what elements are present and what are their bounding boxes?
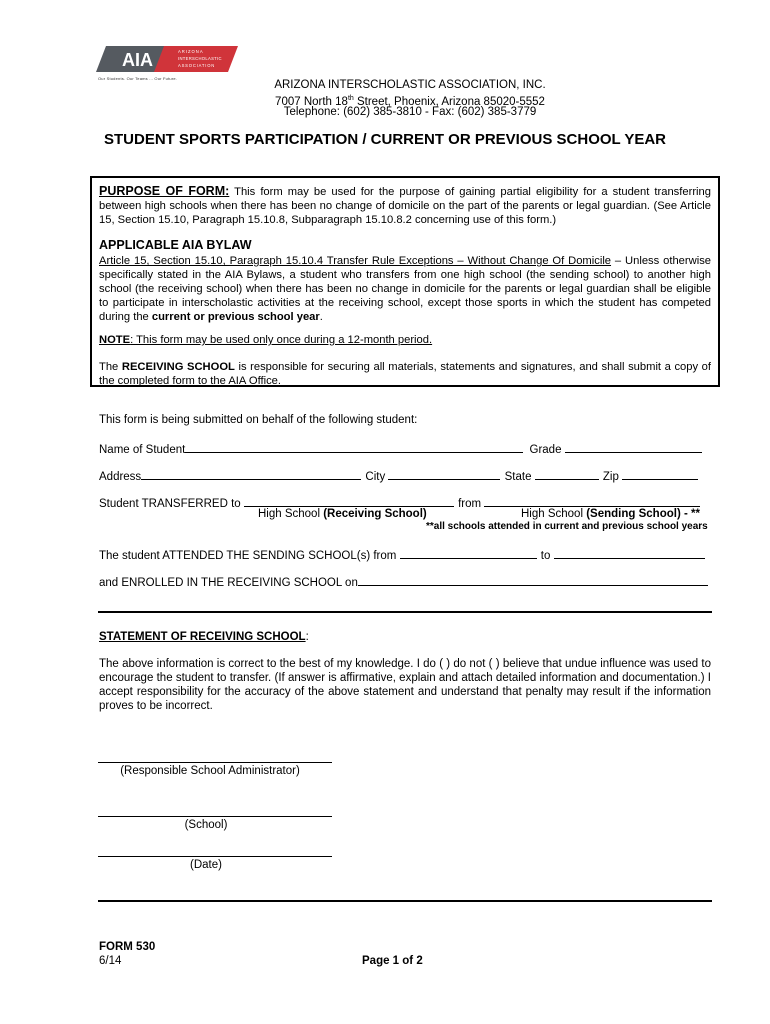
attended-from-field[interactable]: [400, 547, 537, 559]
address-field[interactable]: [141, 468, 361, 480]
enrolled-label: and ENROLLED IN THE RECEIVING SCHOOL on: [99, 577, 358, 589]
logo-tagline: Our Students. Our Teams ... Our Future.: [98, 76, 178, 81]
attended-label: The student ATTENDED THE SENDING SCHOOL(s) from: [99, 550, 397, 562]
org-name: ARIZONA INTERSCHOLASTIC ASSOCIATION, INC.: [274, 79, 546, 91]
form-intro: This form is being submitted on behalf of the following student:: [99, 414, 418, 426]
grade-label: Grade: [529, 444, 562, 456]
logo-text: AIA: [122, 50, 153, 70]
date-signature-line[interactable]: [98, 856, 332, 857]
student-name-label: Name of Student: [99, 444, 186, 456]
school-label: (School): [184, 819, 228, 831]
sending-school-field[interactable]: [484, 495, 700, 507]
bylaw-reference: Article 15, Section 15.10, Paragraph 15.10.4 Transfer Rule Exceptions – Without Change Of Domicile: [99, 255, 612, 267]
note-paragraph: NOTE: This form may be used only once during a 12-month period.: [99, 334, 433, 346]
receiving-school-caption: High School (Receiving School): [258, 508, 427, 520]
student-name-field[interactable]: [185, 441, 523, 453]
school-signature-line[interactable]: [98, 816, 332, 817]
date-label: (Date): [190, 859, 222, 871]
statement-heading-row: STATEMENT OF RECEIVING SCHOOL:: [99, 631, 309, 643]
enrolled-row: [99, 574, 708, 589]
attended-to-field[interactable]: [554, 547, 705, 559]
page-title: STUDENT SPORTS PARTICIPATION / CURRENT OR PREVIOUS SCHOOL YEAR: [104, 131, 666, 148]
schools-footnote: **all schools attended in current and previous school years: [426, 521, 708, 532]
attended-row: [99, 547, 705, 562]
transferred-label: Student TRANSFERRED to: [99, 498, 241, 510]
org-phone: Telephone: (602) 385-3810 - Fax: (602) 385-3779: [283, 106, 537, 118]
statement-paragraph: The above information is correct to the best of my knowledge. I do ( ) do not ( ) believe that undue influence was used to encourage the student to transfer. (If answer is affirmative, explain and attach detailed information and documentation.) I accept responsibility for the accuracy of the above statement and understand that penalty may result if the information proves to be incorrect.: [99, 658, 711, 712]
state-label: State: [504, 471, 532, 483]
from-label: from: [458, 498, 482, 510]
zip-label: Zip: [602, 471, 619, 483]
statement-heading: STATEMENT OF RECEIVING SCHOOL: [99, 631, 306, 643]
administrator-signature-line[interactable]: [98, 762, 332, 763]
administrator-label: (Responsible School Administrator): [120, 765, 300, 777]
logo-subtitle-line-3: ASSOCIATION: [178, 63, 216, 68]
student-name-row: [99, 441, 702, 456]
sending-school-caption: High School (Sending School) - **: [521, 508, 700, 520]
footer-divider: [98, 900, 712, 902]
form-revision: 6/14: [99, 955, 122, 967]
note-label: NOTE: [99, 334, 131, 346]
receiving-school-paragraph: The RECEIVING SCHOOL is responsible for securing all materials, statements and signatures, and shall submit a copy of the completed form to the AIA Office.: [99, 361, 711, 387]
address-row: [99, 468, 698, 483]
logo-subtitle-line-1: ARIZONA: [178, 49, 204, 54]
purpose-heading: PURPOSE OF FORM:: [99, 184, 230, 198]
bylaw-heading: APPLICABLE AIA BYLAW: [99, 238, 252, 252]
section-divider: [98, 611, 712, 613]
receiving-school-field[interactable]: [244, 495, 454, 507]
logo-subtitle-line-2: INTERSCHOLASTIC: [178, 56, 222, 61]
grade-field[interactable]: [565, 441, 702, 453]
enrolled-date-field[interactable]: [358, 574, 708, 586]
form-number: FORM 530: [99, 941, 156, 953]
state-field[interactable]: [535, 468, 599, 480]
page-number: Page 1 of 2: [362, 955, 423, 967]
to-label: to: [540, 550, 551, 562]
purpose-paragraph: PURPOSE OF FORM: This form may be used for the purpose of gaining partial eligibility for a student transferring between high schools when there has been no change of domicile on the part of the parents or legal guardian. (See Article 15, Section 15.10, Paragraph 15.10.8, Subparagraph 15.10.8.2 concerning use of this form.): [99, 184, 711, 226]
address-label: Address: [99, 471, 142, 483]
city-field[interactable]: [388, 468, 500, 480]
city-label: City: [365, 471, 386, 483]
org-address: 7007 North 18th Street, Phoenix, Arizona 85020-5552: [275, 95, 545, 108]
zip-field[interactable]: [622, 468, 698, 480]
bylaw-paragraph: Article 15, Section 15.10, Paragraph 15.10.4 Transfer Rule Exceptions – Without Change Of Domicile – Unless otherwise specifically stated in the AIA Bylaws, a student who transfers from one high school (the sending school) to another high school (the receiving school) when there has been no change in domicile for the parents or legal guardian shall be eligible to participate in interscholastic activities at the receiving school, except those sports in which the student has competed during the current or previous school year.: [99, 255, 712, 323]
